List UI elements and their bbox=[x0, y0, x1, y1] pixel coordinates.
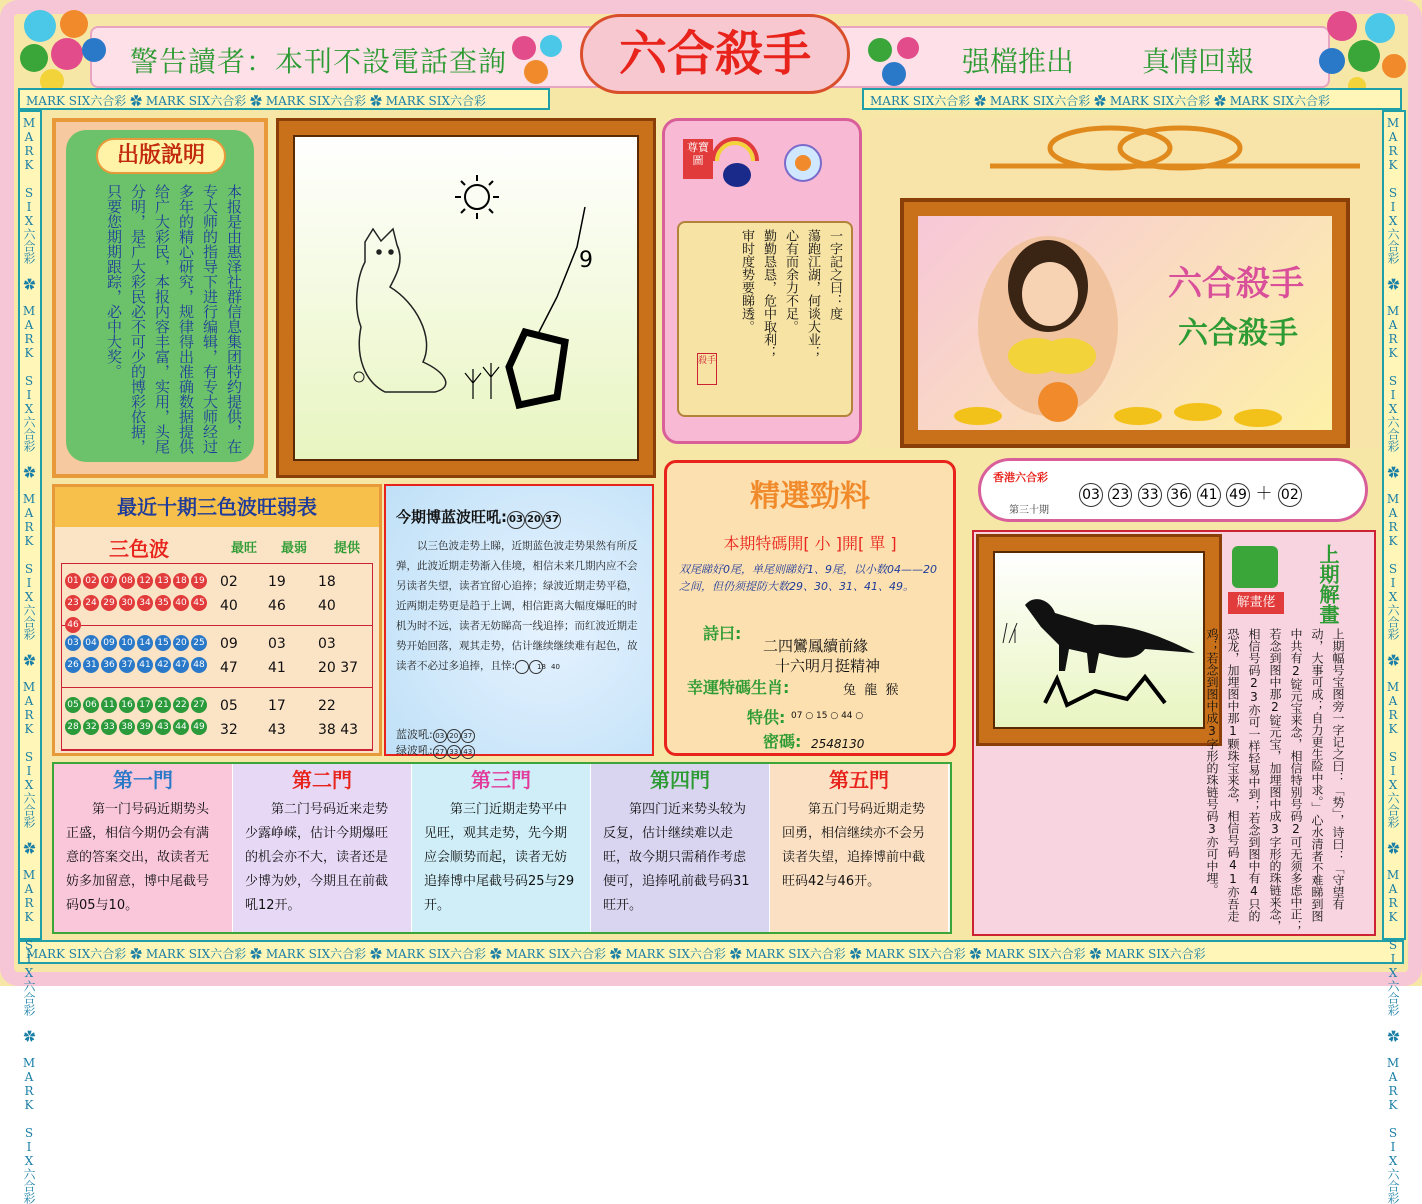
end-num: 18 bbox=[515, 660, 529, 674]
door-column-2 bbox=[233, 764, 412, 932]
wave-hot-value: 02 bbox=[220, 574, 238, 590]
number-ball: 12 bbox=[137, 573, 153, 589]
number-ball: 48 bbox=[191, 657, 207, 673]
door-title: 第四門 bbox=[650, 768, 710, 792]
wave-header-cold: 最弱 bbox=[280, 541, 307, 556]
poem-line-1: 二四鸞鳳續前緣 bbox=[763, 637, 869, 655]
pot-of-gold-icon bbox=[705, 131, 765, 191]
number-ball: 19 bbox=[191, 573, 207, 589]
wave-article-body-text: 以三色波走势上睇，近期蓝色波走势果然有所反弹，此波近期走势渐入佳境，相信未来几期内应不会另读者失望，读者宜留心追捧；绿波近期走势平稳，近两期走势更是趋于上调，相信距离大幅度爆旺的时机为时不远，读者无妨睇高一线追捧；而红波近期走势开始回落，观其走势，估计继续继续难有起色，故读者不必过多追捧，且悻: bbox=[396, 540, 638, 672]
wave-article-panel bbox=[384, 484, 654, 756]
coin-icon bbox=[354, 372, 364, 382]
blue-wave-line bbox=[396, 726, 475, 743]
door-title: 第一門 bbox=[113, 768, 173, 792]
wave-cold-value: 17 bbox=[268, 698, 286, 714]
grass-icon bbox=[465, 363, 499, 399]
wave-offer-value: 40 bbox=[318, 598, 336, 614]
wave-hot-value: 09 bbox=[220, 636, 238, 652]
wave-offer-value: 22 bbox=[318, 698, 336, 714]
draw-period: 第三十期 bbox=[1009, 505, 1049, 516]
slogan-left: 强檔推出 bbox=[962, 45, 1075, 78]
number-ball: 07 bbox=[101, 573, 117, 589]
number-ball: 02 bbox=[83, 573, 99, 589]
selected-tail-text: 双尾睇好0尾，单尾则睇好1、9尾，以小数04——20之间，但仍须提防大数29、30、31、41、49。 bbox=[679, 563, 937, 593]
poem-label: 詩曰: bbox=[703, 624, 742, 643]
wave-header-hot: 最旺 bbox=[230, 541, 257, 556]
book-icon bbox=[1232, 546, 1278, 588]
end-num: 40 bbox=[529, 660, 543, 674]
number-ball: 15 bbox=[155, 635, 171, 651]
draw-ball: 23 bbox=[1108, 483, 1132, 507]
title-num: 20 bbox=[525, 511, 543, 529]
wave-cold-value: 03 bbox=[268, 636, 286, 652]
door-column-3 bbox=[412, 764, 591, 932]
balloons-mid-right-icon bbox=[860, 30, 930, 90]
explain-panel bbox=[972, 530, 1376, 936]
offer-num: 15 bbox=[816, 711, 828, 721]
offer-nums: 07 ○ 15 ○ 44 ○ bbox=[791, 711, 864, 721]
treasure-seal: 殺手 bbox=[697, 353, 717, 385]
balloons-right-icon bbox=[1312, 6, 1412, 96]
zodiac-label: 幸運特碼生肖: bbox=[687, 678, 790, 697]
number-ball: 31 bbox=[83, 657, 99, 673]
wave-cold-value: 19 bbox=[268, 574, 286, 590]
puzzle-frame bbox=[276, 118, 656, 478]
wave-article-title-text: 今期博蓝波旺吼: bbox=[396, 508, 507, 526]
doors-panel bbox=[52, 762, 952, 934]
zodiac-values: 兔 龍 猴 bbox=[843, 683, 899, 698]
wave-row-blue bbox=[62, 626, 372, 688]
number-ball: 41 bbox=[137, 657, 153, 673]
wave-offer-value: 18 bbox=[318, 574, 336, 590]
draw-ball: 36 bbox=[1167, 483, 1191, 507]
draw-panel bbox=[978, 458, 1368, 522]
number-ball: 49 bbox=[191, 719, 207, 735]
border-strip-right: MARK SIX六合彩 ✿ MARK SIX六合彩 ✿ MARK SIX六合彩 ✿ MARK SIX六合彩 ✿ MARK SIX六合彩 ✿ MARK SIX六合彩 bbox=[1382, 110, 1406, 940]
number-ball: 36 bbox=[101, 657, 117, 673]
door-title: 第三門 bbox=[471, 768, 531, 792]
number-ball: 37 bbox=[119, 657, 135, 673]
number-ball: 30 bbox=[119, 595, 135, 611]
explain-body: 上期幅号宝图旁一字记之曰：「势」，诗曰：「守望有动，大事可成；自力更生险中求。」心水清者不难睇到图中共有2锭元宝来念，相信特别号码2可无须多虑中正；若念到图中那2锭元宝，加埋图中成3字形的珠链来念，相信号码23亦可一样轻易中到；若念到图中有4只的恐龙，加埋图中那1颗珠宝来念，相信号码41亦吾走鸡；若念到图中成3字形的珠链号码3亦可中埋。 bbox=[1205, 628, 1345, 932]
number-ball: 44 bbox=[173, 719, 189, 735]
publication-panel bbox=[52, 118, 268, 478]
number-ball: 10 bbox=[119, 635, 135, 651]
wave-article-title bbox=[396, 506, 561, 529]
wave-header-offer: 提供 bbox=[333, 541, 360, 556]
draw-numbers bbox=[1079, 479, 1302, 507]
number-ball: 27 bbox=[191, 697, 207, 713]
line-num: 43 bbox=[461, 745, 475, 759]
publication-body: 本报是由惠泽社群信息集团特约提供，在专大师的指导下进行编辑，有专大师经过多年的精心研究，规律得出准确数据提供给广大彩民，本报内容丰富，实用，头尾分明，是广大彩民必不可少的博彩依据，只要您期期跟踪，必中大奖。 bbox=[105, 184, 243, 454]
line-num: 37 bbox=[461, 729, 475, 743]
svg-text:9: 9 bbox=[579, 248, 593, 273]
number-ball: 42 bbox=[155, 657, 171, 673]
door-column-4 bbox=[591, 764, 770, 932]
number-nine-drawing bbox=[539, 207, 593, 332]
draw-logo: 香港六合彩 bbox=[993, 471, 1048, 484]
line-num: 03 bbox=[433, 729, 447, 743]
wave-row-red bbox=[62, 564, 372, 630]
number-ball: 04 bbox=[83, 635, 99, 651]
explain-title: 上期解畫 bbox=[1316, 544, 1340, 624]
cat-icon bbox=[357, 229, 446, 392]
number-ball: 32 bbox=[83, 719, 99, 735]
balloons-left-icon bbox=[12, 6, 112, 96]
puzzle-drawing bbox=[295, 137, 639, 461]
hanging-rod-icon bbox=[990, 118, 1360, 198]
wave-cold-value: 43 bbox=[268, 722, 286, 738]
title-num: 03 bbox=[507, 511, 525, 529]
wave-offer-value: 20 37 bbox=[318, 660, 359, 676]
number-ball: 26 bbox=[65, 657, 81, 673]
line-num: 33 bbox=[447, 745, 461, 759]
number-ball: 20 bbox=[173, 635, 189, 651]
number-ball: 17 bbox=[137, 697, 153, 713]
offer-num: 07 bbox=[791, 711, 803, 721]
number-ball: 46 bbox=[65, 617, 81, 633]
number-ball: 25 bbox=[191, 635, 207, 651]
code-label: 密碼: bbox=[763, 732, 802, 751]
sun-icon bbox=[455, 175, 499, 219]
wave-row-green bbox=[62, 688, 372, 750]
number-ball: 09 bbox=[101, 635, 117, 651]
number-ball: 45 bbox=[191, 595, 207, 611]
border-strip-top-left: MARK SIX六合彩 ✿ MARK SIX六合彩 ✿ MARK SIX六合彩 ✿ MARK SIX六合彩 bbox=[18, 88, 550, 110]
ad-brand-green: 六合殺手 bbox=[1178, 316, 1298, 351]
wave-balls bbox=[64, 692, 214, 736]
wave-grid bbox=[61, 563, 373, 751]
line-num: 27 bbox=[433, 745, 447, 759]
number-ball: 28 bbox=[65, 719, 81, 735]
balloons-mid-left-icon bbox=[506, 30, 576, 90]
warning-text: 警告讀者：本刊不設電話查詢 bbox=[130, 45, 508, 78]
masthead-title: 六合殺手 bbox=[580, 14, 850, 94]
offer-label: 特供: bbox=[747, 708, 786, 727]
border-strip-top-right: MARK SIX六合彩 ✿ MARK SIX六合彩 ✿ MARK SIX六合彩 ✿ MARK SIX六合彩 bbox=[862, 88, 1402, 110]
explain-badge: 解畫佬 bbox=[1228, 592, 1284, 614]
blue-wave-label: 蓝波吼: bbox=[396, 728, 433, 741]
selected-title: 精選勁料 bbox=[750, 479, 870, 514]
wave-hot-value: 47 bbox=[220, 660, 238, 676]
number-ball: 35 bbox=[155, 595, 171, 611]
number-ball: 38 bbox=[119, 719, 135, 735]
number-ball: 16 bbox=[119, 697, 135, 713]
number-ball: 39 bbox=[137, 719, 153, 735]
offer-num: 44 bbox=[841, 711, 853, 721]
draw-ball: 03 bbox=[1079, 483, 1103, 507]
draw-ball: 41 bbox=[1197, 483, 1221, 507]
number-ball: 23 bbox=[65, 595, 81, 611]
ad-panel bbox=[870, 118, 1382, 448]
border-strip-left: MARK SIX六合彩 ✿ MARK SIX六合彩 ✿ MARK SIX六合彩 ✿ MARK SIX六合彩 ✿ MARK SIX六合彩 ✿ MARK SIX六合彩 bbox=[18, 110, 42, 940]
wave-offer-value: 03 bbox=[318, 636, 336, 652]
number-ball: 01 bbox=[65, 573, 81, 589]
puzzle-canvas bbox=[293, 135, 639, 461]
wave-offer-value: 38 43 bbox=[318, 722, 359, 738]
wave-hot-value: 32 bbox=[220, 722, 238, 738]
green-wave-label: 绿波吼: bbox=[396, 744, 433, 757]
number-ball: 11 bbox=[101, 697, 117, 713]
door-body: 第一门号码近期势头正盛，相信今期仍会有满意的答案交出，故读者无妨多加留意，博中尾截号码05与10。 bbox=[66, 802, 210, 913]
wave-cold-value: 41 bbox=[268, 660, 286, 676]
line-num: 20 bbox=[447, 729, 461, 743]
number-ball: 18 bbox=[173, 573, 189, 589]
wave-balls bbox=[64, 630, 214, 674]
number-ball: 05 bbox=[65, 697, 81, 713]
door-body: 第二门号码近来走势少露峥嵘，估计今期爆旺的机会亦不大，读者还是少博为妙，今期且在前截吼12开。 bbox=[245, 802, 389, 913]
number-ball: 14 bbox=[137, 635, 153, 651]
number-ball: 33 bbox=[101, 719, 117, 735]
number-ball: 34 bbox=[137, 595, 153, 611]
door-body: 第四门近来势头较为反复，估计继续难以走旺，故今期只需稍作考虑便可，追捧吼前截号码31旺开。 bbox=[603, 802, 750, 913]
ad-frame bbox=[900, 198, 1350, 448]
draw-plus: ＋ bbox=[1255, 484, 1273, 504]
draw-special-ball: 02 bbox=[1278, 483, 1302, 507]
code-value: 2548130 bbox=[811, 737, 865, 751]
ad-photo bbox=[918, 216, 1332, 430]
wave-cold-value: 46 bbox=[268, 598, 286, 614]
green-wave-line bbox=[396, 742, 475, 759]
door-body: 第三门近期走势平中见旺，观其走势，先今期应会顺势而起，读者无妨追捧博中尾截号码25与29开。 bbox=[424, 802, 575, 913]
title-num: 37 bbox=[543, 511, 561, 529]
number-ball: 03 bbox=[65, 635, 81, 651]
treasure-poem: 一字記之曰：度 蕩跑江湖，何谈大业； 心有而余力不足。 勤勤恳恳，危中取利； 审时度势要睇透。 bbox=[739, 229, 842, 359]
ad-brand-pink: 六合殺手 bbox=[1168, 264, 1304, 304]
slogan-right: 真情回報 bbox=[1142, 45, 1255, 78]
pentagon-shape bbox=[509, 332, 565, 405]
number-ball: 13 bbox=[155, 573, 171, 589]
selected-panel bbox=[664, 460, 956, 756]
number-ball: 24 bbox=[83, 595, 99, 611]
wave-hot-value: 05 bbox=[220, 698, 238, 714]
crystal-ball-icon bbox=[781, 141, 825, 185]
number-ball: 06 bbox=[83, 697, 99, 713]
number-ball: 29 bbox=[101, 595, 117, 611]
number-ball: 40 bbox=[173, 595, 189, 611]
number-ball: 21 bbox=[155, 697, 171, 713]
poem-line-2: 十六明月挺精神 bbox=[775, 657, 881, 675]
number-ball: 22 bbox=[173, 697, 189, 713]
door-body: 第五门号码近期走势回勇，相信继续亦不会另读者失望，追捧博前中截旺码42与46开。 bbox=[782, 802, 926, 889]
door-title: 第二門 bbox=[292, 768, 352, 792]
publication-title: 出版説明 bbox=[96, 138, 226, 174]
wave-header-color: 三色波 bbox=[109, 537, 169, 561]
treasure-badge: 尊寶圖 bbox=[683, 139, 713, 179]
number-ball: 43 bbox=[155, 719, 171, 735]
draw-ball: 33 bbox=[1138, 483, 1162, 507]
treasure-panel bbox=[662, 118, 862, 444]
number-ball: 47 bbox=[173, 657, 189, 673]
selected-special-line: 本期特碼開[ 小 ]開[ 單 ] bbox=[723, 534, 897, 553]
number-ball: 08 bbox=[119, 573, 135, 589]
border-strip-bottom: MARK SIX六合彩 ✿ MARK SIX六合彩 ✿ MARK SIX六合彩 ✿ MARK SIX六合彩 ✿ MARK SIX六合彩 ✿ MARK SIX六合彩 ✿ MARK SIX六合彩 ✿ MARK SIX六合彩 ✿ MARK SIX六合彩 ✿ MARK SIX六合彩 bbox=[18, 940, 1404, 964]
draw-ball: 49 bbox=[1226, 483, 1250, 507]
wave-table-title: 最近十期三色波旺弱表 bbox=[55, 487, 379, 527]
door-title: 第五門 bbox=[829, 768, 889, 792]
door-column-5 bbox=[770, 764, 949, 932]
door-column-1 bbox=[54, 764, 233, 932]
wave-hot-value: 40 bbox=[220, 598, 238, 614]
wave-table-panel bbox=[52, 484, 382, 756]
wave-article-body bbox=[396, 536, 646, 676]
wave-balls bbox=[64, 568, 214, 634]
